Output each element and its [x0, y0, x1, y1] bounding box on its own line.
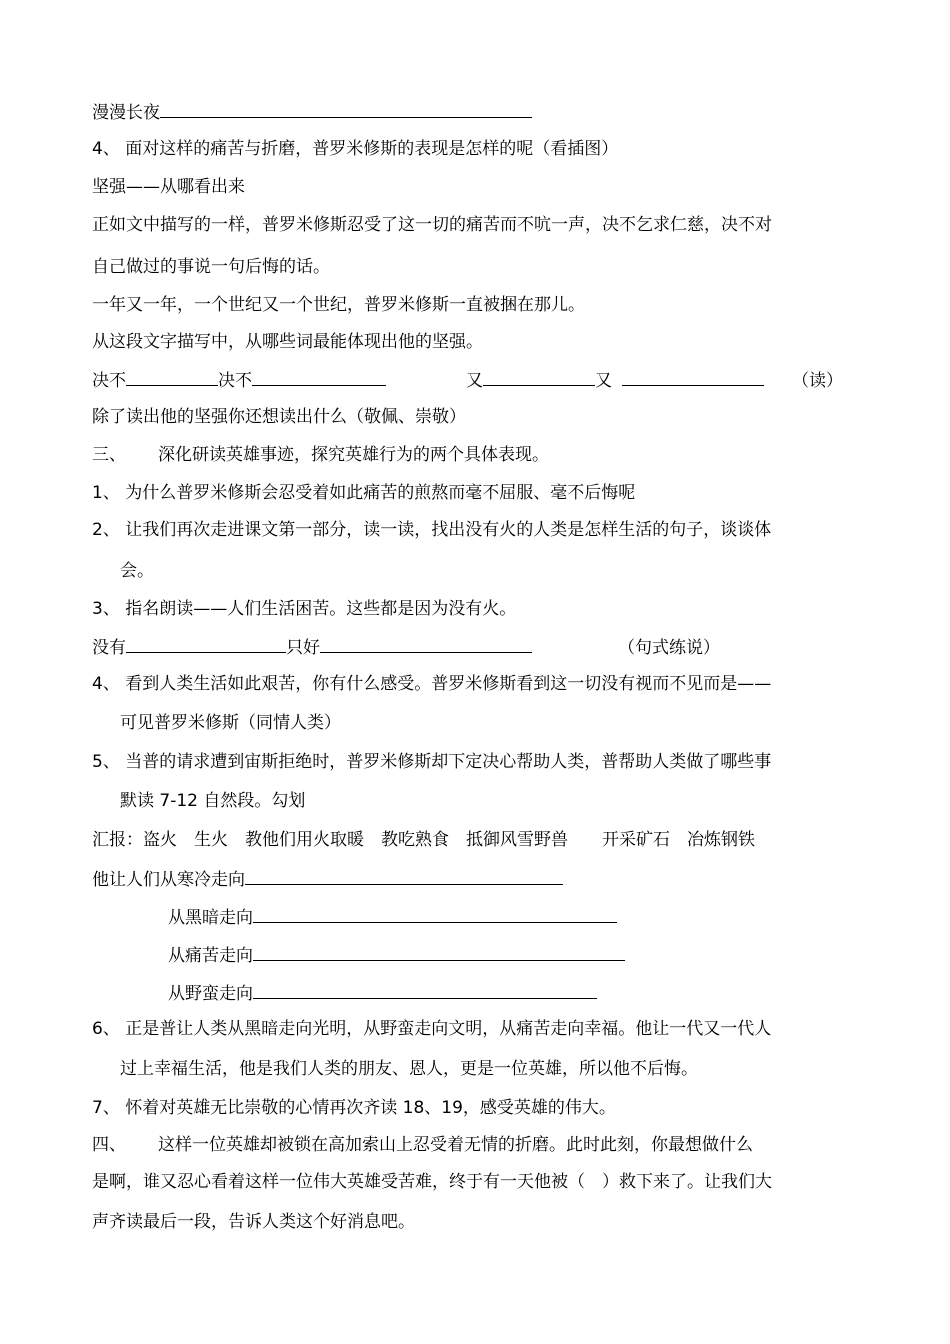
answer-blank[interactable]: [253, 905, 617, 923]
sentence-practice-note: （句式练说）: [618, 638, 720, 658]
word-jue-bu-1: 决不: [92, 371, 126, 391]
report-line: 汇报：盗火 生火 教他们用火取暖 教吃熟食 抵御风雪野兽 开采矿石 冶炼钢铁: [92, 830, 755, 850]
section-3-title: 深化研读英雄事迹，探究英雄行为的两个具体表现。: [158, 445, 549, 465]
from-barbaric-row: [168, 981, 597, 1005]
long-night-label: 漫漫长夜: [92, 103, 160, 123]
item-4: 4、 看到人类生活如此艰苦，你有什么感受。普罗米修斯看到这一切没有视而不见而是——: [92, 674, 772, 694]
words-question: 从这段文字描写中，从哪些词最能体现出他的坚强。: [92, 332, 483, 352]
from-cold-row: [92, 867, 563, 891]
from-pain-row: [168, 943, 625, 967]
section-4-heading: [92, 1134, 753, 1156]
answer-blank[interactable]: [160, 100, 532, 118]
answer-blank[interactable]: [483, 368, 595, 386]
answer-blank[interactable]: [245, 867, 563, 885]
answer-blank[interactable]: [253, 943, 625, 961]
text-quote-line-1: 正如文中描写的一样，普罗米修斯忍受了这一切的痛苦而不吭一声，决不乞求仁慈，决不对: [92, 215, 772, 235]
fill-in-words-row: [92, 368, 843, 392]
word-zhi-hao: 只好: [286, 638, 320, 658]
word-jue-bu-2: 决不: [218, 371, 252, 391]
item-6-cont: 过上幸福生活，他是我们人类的朋友、恩人，更是一位英雄，所以他不后悔。: [120, 1059, 698, 1079]
answer-blank[interactable]: [252, 368, 386, 386]
item-2-cont: 会。: [120, 561, 154, 581]
line-long-night: [92, 100, 532, 124]
sentence-pattern-row: [92, 635, 720, 659]
item-4-cont: 可见普罗米修斯（同情人类）: [120, 713, 341, 733]
answer-blank[interactable]: [126, 635, 286, 653]
question-4-expression: 4、 面对这样的痛苦与折磨，普罗米修斯的表现是怎样的呢（看插图）: [92, 139, 619, 159]
item-5-cont: 默读 7-12 自然段。勾划: [120, 791, 306, 811]
item-3: 3、 指名朗读——人们生活困苦。这些都是因为没有火。: [92, 599, 517, 619]
from-pain-label: 从痛苦走向: [168, 946, 253, 966]
item-2: 2、 让我们再次走进课文第一部分，读一读，找出没有火的人类是怎样生活的句子，谈谈体: [92, 520, 772, 540]
section-4-text: 这样一位英雄却被锁在高加索山上忍受着无情的折磨。此时此刻，你最想做什么: [158, 1135, 753, 1155]
item-6: 6、 正是普让人类从黑暗走向光明，从野蛮走向文明，从痛苦走向幸福。他让一代又一代人: [92, 1019, 772, 1039]
year-after-year-line: 一年又一年，一个世纪又一个世纪，普罗米修斯一直被捆在那儿。: [92, 295, 585, 315]
item-7: 7、 怀着对英雄无比崇敬的心情再次齐读 18、19，感受英雄的伟大。: [92, 1098, 616, 1118]
answer-blank[interactable]: [320, 635, 532, 653]
item-1: 1、 为什么普罗米修斯会忍受着如此痛苦的煎熬而毫不屈服、毫不后悔呢: [92, 483, 636, 503]
from-dark-label: 从黑暗走向: [168, 908, 253, 928]
word-you-1: 又: [466, 371, 483, 391]
closing-line-1: 是啊，谁又忍心看着这样一位伟大英雄受苦难，终于有一天他被（ ）救下来了。让我们大: [92, 1172, 772, 1192]
section-4-number: 四、: [92, 1135, 126, 1155]
read-note: （读）: [792, 371, 843, 391]
text-quote-line-2: 自己做过的事说一句后悔的话。: [92, 257, 330, 277]
from-dark-row: [168, 905, 617, 929]
section-3-heading: [92, 444, 549, 466]
word-mei-you: 没有: [92, 638, 126, 658]
word-you-2: 又: [595, 371, 612, 391]
closing-line-2: 声齐读最后一段，告诉人类这个好消息吧。: [92, 1212, 415, 1232]
section-3-number: 三、: [92, 445, 126, 465]
from-cold-label: 他让人们从寒冷走向: [92, 870, 245, 890]
from-barbaric-label: 从野蛮走向: [168, 984, 253, 1004]
answer-blank[interactable]: [622, 368, 764, 386]
besides-strong-line: 除了读出他的坚强你还想读出什么（敬佩、崇敬）: [92, 407, 466, 427]
answer-blank[interactable]: [253, 981, 597, 999]
strong-prompt: 坚强——从哪看出来: [92, 177, 245, 197]
answer-blank[interactable]: [126, 368, 218, 386]
item-5: 5、 当普的请求遭到宙斯拒绝时，普罗米修斯却下定决心帮助人类，普帮助人类做了哪些事: [92, 752, 772, 772]
